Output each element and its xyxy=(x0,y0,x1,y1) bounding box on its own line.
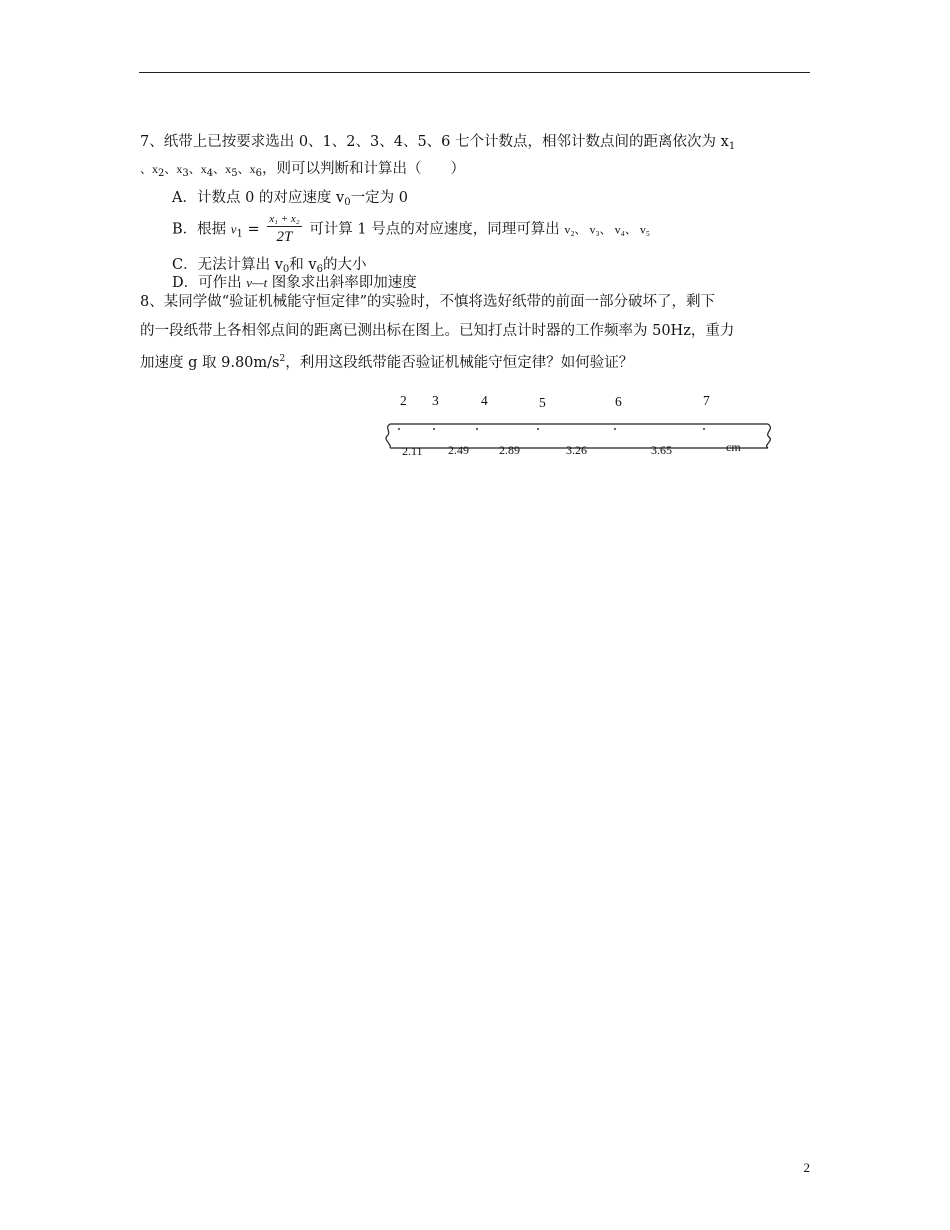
q7-option-a: A．计数点 0 的对应速度 $v_0$一定为 0 xyxy=(172,190,408,208)
q8-line1: 8、某同学做“验证机械能守恒定律”的实验时，不慎将选好纸带的前面一部分破坏了，剩下 xyxy=(140,294,716,310)
unit-label: cm xyxy=(726,440,741,454)
fraction: $\frac{\text{x₁ + x₂}}{2T}$ xyxy=(269,213,300,245)
point-label: 4 xyxy=(481,393,488,408)
distance-label: 2.11 xyxy=(402,444,423,458)
point-label: 5 xyxy=(539,395,546,410)
page-number: 2 xyxy=(803,1160,810,1175)
distance-label: 3.65 xyxy=(651,443,672,457)
tape-dot xyxy=(537,428,539,430)
tape-dot xyxy=(703,428,705,430)
distance-label: 2.89 xyxy=(499,443,520,457)
q7-option-c: C．无法计算出 $v_0$和 $v_6$的大小 xyxy=(172,257,367,275)
torn-right-edge xyxy=(767,424,771,448)
point-label: 7 xyxy=(703,393,710,408)
q7-option-d: D．可作出 v—t 图象求出斜率即加速度 xyxy=(172,275,417,291)
torn-left-edge xyxy=(386,424,390,448)
q7-stem-line2: 、$x_2$、$x_3$、$x_4$、$x_5$、$x_6$，则可以判断和计算出（ ） xyxy=(140,161,465,179)
point-label: 2 xyxy=(400,393,407,408)
q8-line3: 加速度 g 取 $9.80m/s^2$，利用这段纸带能否验证机械能守恒定律？如何验证？ xyxy=(140,354,634,371)
header-rule xyxy=(139,72,810,73)
distance-label: 3.26 xyxy=(566,443,587,457)
q7-stem-line1: 7、纸带上已按要求选出 0、1、2、3、4、5、6 七个计数点，相邻计数点间的距离依次为 $x_1$ xyxy=(140,134,736,152)
tape-dot xyxy=(433,428,435,430)
distance-label: 2.49 xyxy=(448,443,469,457)
q7-option-b: B．根据 $v_1$ = $\frac{\text{x₁ + x₂}}{2T}$ 可计算 1 号点的对应速度，同理可算出 v₂、 v₃、 v₄、 v₅ xyxy=(172,213,651,245)
point-label: 6 xyxy=(615,394,622,409)
tape-dot xyxy=(398,428,400,430)
point-label: 3 xyxy=(432,393,439,408)
tape-dot xyxy=(614,428,616,430)
q8-line2: 的一段纸带上各相邻点间的距离已测出标在图上。已知打点计时器的工作频率为 50Hz，重力 xyxy=(140,323,735,339)
tape-dot xyxy=(476,428,478,430)
